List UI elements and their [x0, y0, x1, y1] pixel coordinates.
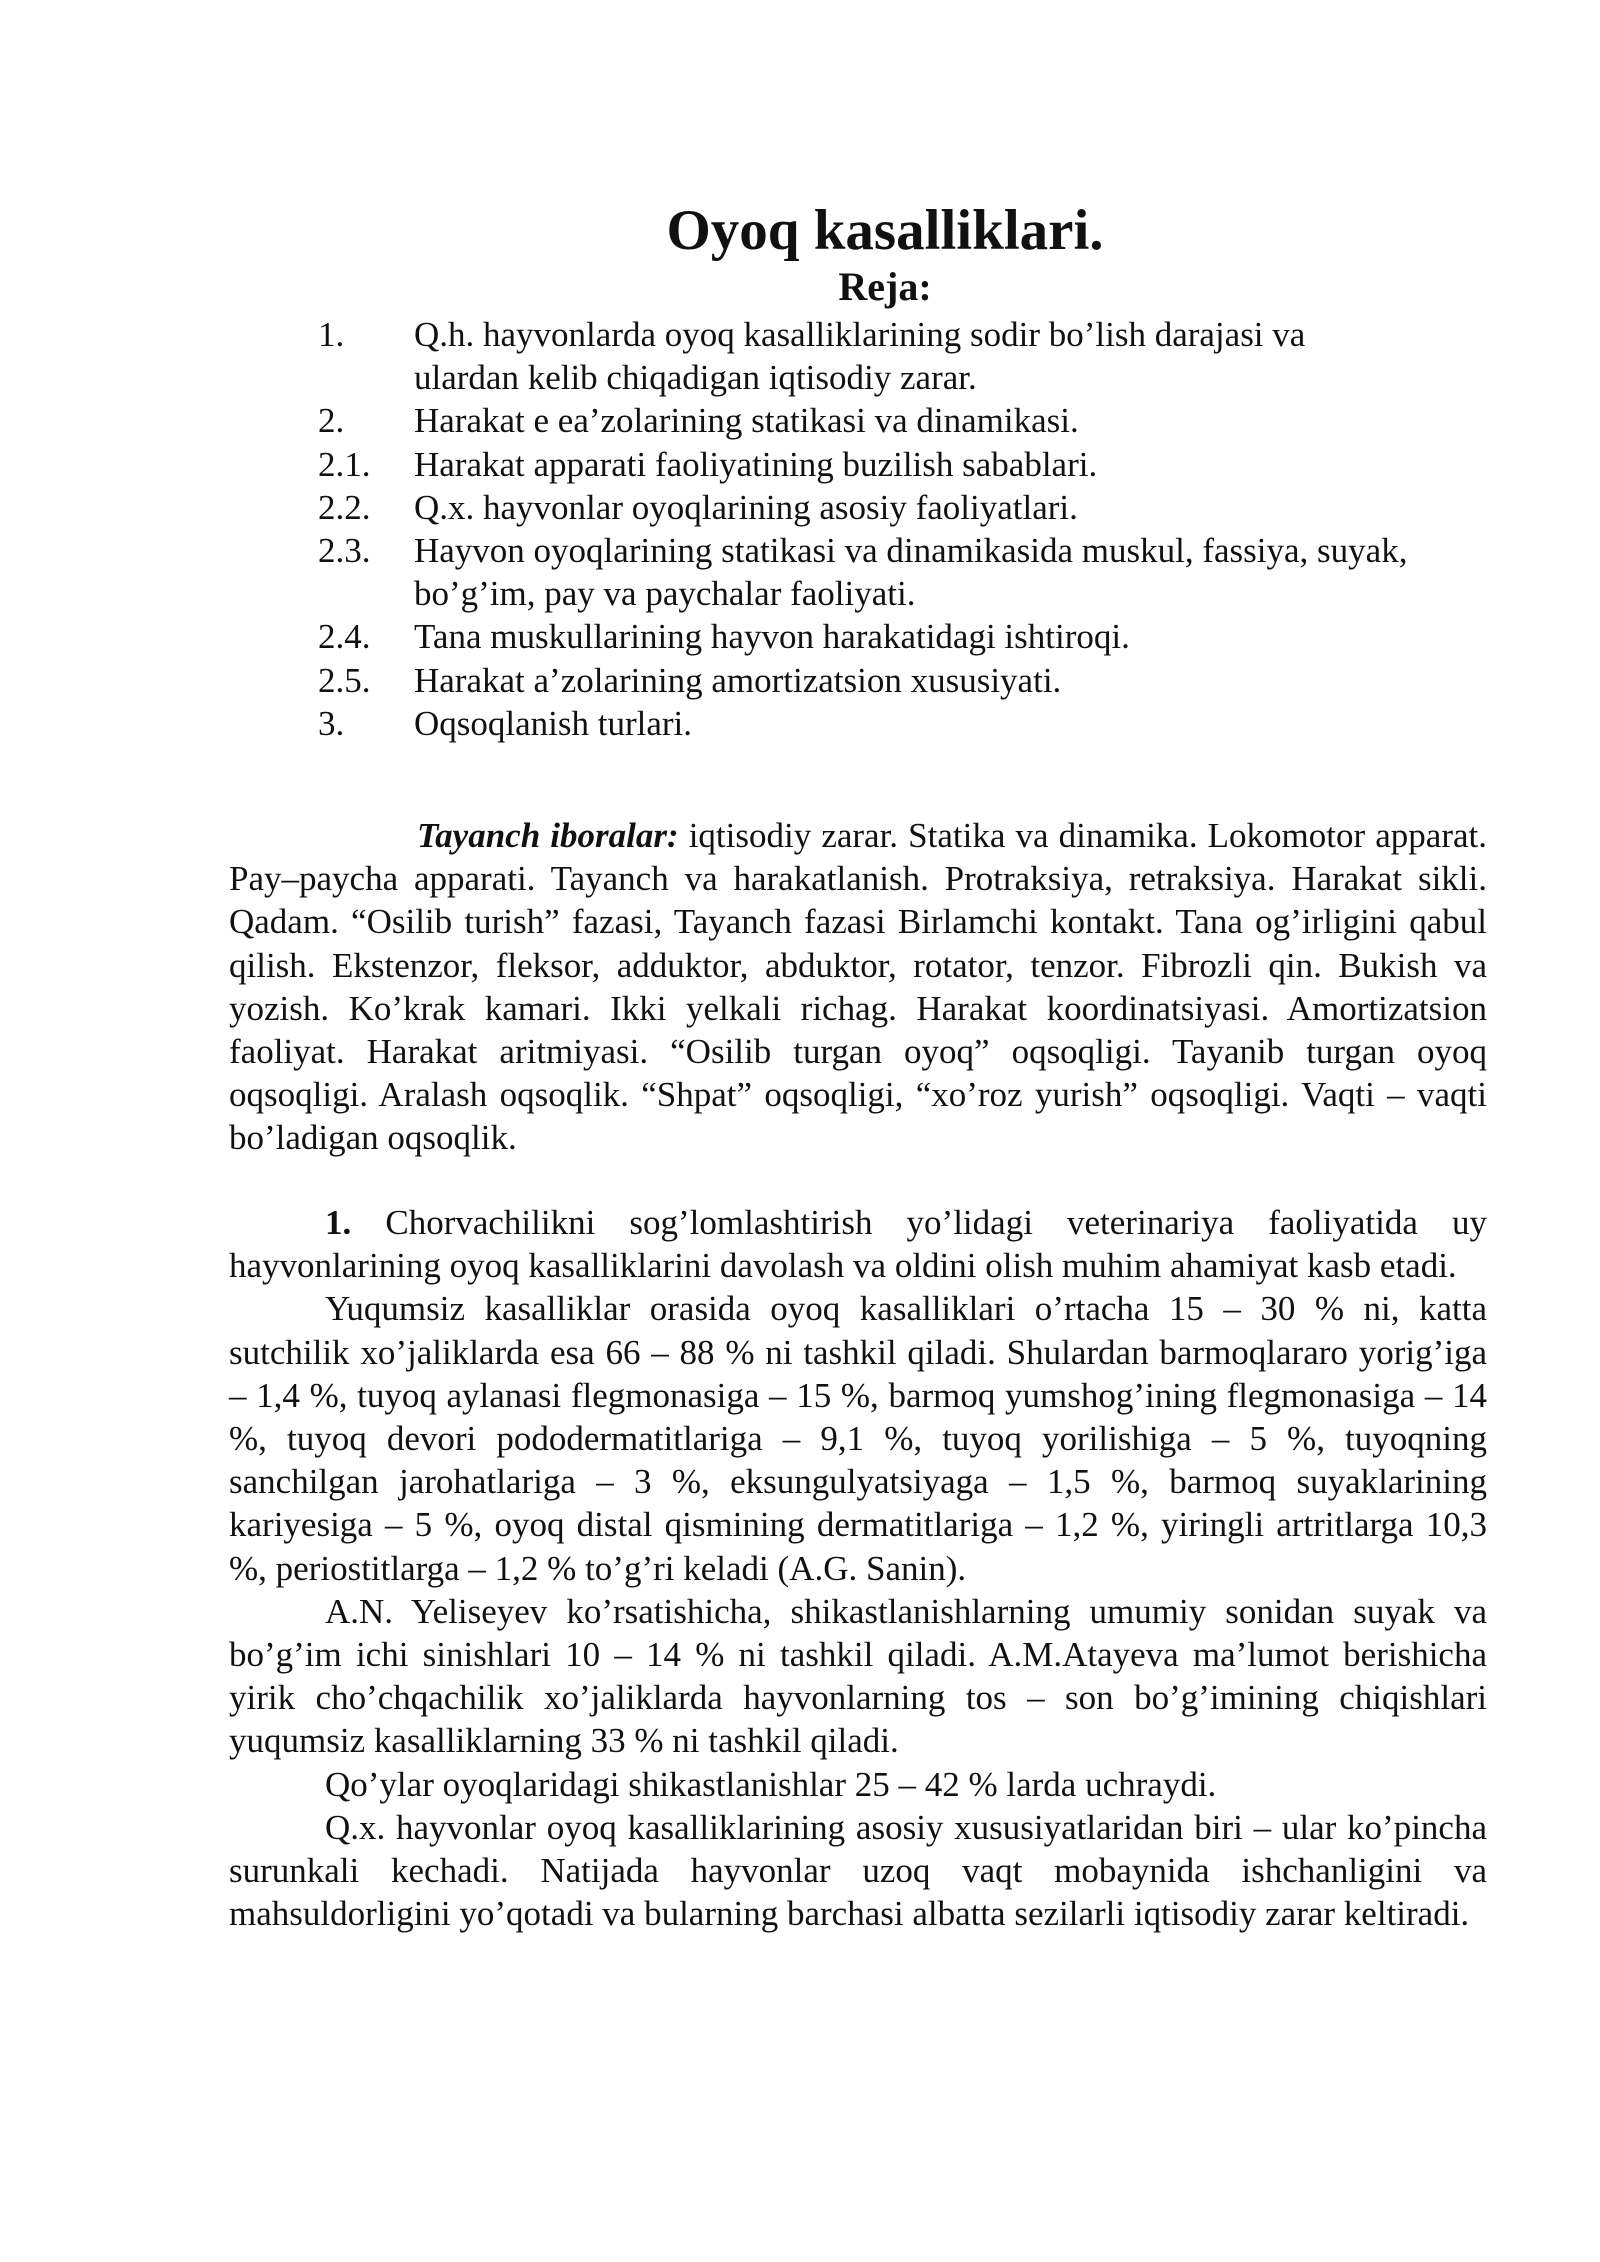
plan-item-text: Q.h. hayvonlarda oyoq kasalliklarining sodir bo’lish darajasi va ulardan kelib chiqadigan iqtisodiy zarar.	[414, 315, 1306, 398]
plan-item	[318, 313, 1418, 399]
plan-item-number: 2.5.	[318, 660, 371, 700]
plan-item	[318, 529, 1418, 615]
plan-item-number: 2.1.	[318, 444, 371, 484]
plan-item	[318, 399, 1418, 442]
keywords-label: Tayanch iboralar:	[417, 816, 679, 855]
keywords-block	[229, 814, 1487, 1160]
document-title: Oyoq kasalliklari.	[666, 199, 1104, 262]
plan-item	[318, 702, 1418, 745]
plan-item	[318, 443, 1418, 486]
section-number: 1.	[325, 1203, 352, 1242]
plan-item-text: Tana muskullarining hayvon harakatidagi ishtiroqi.	[414, 617, 1130, 657]
keywords-paragraph	[229, 814, 1487, 1160]
plan-item-number: 2.3.	[318, 531, 371, 571]
section-1-intro-paragraph	[229, 1201, 1487, 1287]
plan-item-text: Harakat apparati faoliyatining buzilish sabablari.	[414, 444, 1098, 484]
section-1	[229, 1201, 1487, 1935]
plan-item	[318, 615, 1418, 658]
plan-item-text: Harakat a’zolarining amortizatsion xususiyati.	[414, 660, 1062, 700]
plan-heading: Reja:	[838, 264, 932, 309]
body-paragraph: A.N. Yeliseyev ko’rsatishicha, shikastlanishlarning umumiy sonidan suyak va bo’g’im ichi sinishlari 10 – 14 % ni tashkil qiladi. A.M.Atayeva ma’lumot berishicha yirik cho’chqachilik xo’jaliklarda hayvonlarning tos – son bo’g’imining chiqishlari yuqumsiz kasalliklarning 33 % ni tashkil qiladi.	[229, 1591, 1487, 1761]
plan-item-text: Q.x. hayvonlar oyoqlarining asosiy faoliyatlari.	[414, 487, 1078, 527]
body-paragraph: Qo’ylar oyoqlaridagi shikastlanishlar 25 – 42 % larda uchraydi.	[325, 1764, 1217, 1804]
plan-item-number: 2.4.	[318, 617, 371, 657]
plan-item-text: Oqsoqlanish turlari.	[414, 703, 693, 743]
plan-item-number: 1.	[318, 315, 345, 354]
plan-item-text: Harakat e ea’zolarining statikasi va dinamikasi.	[414, 401, 1079, 441]
section-1-intro-text: Chorvachilikni sog’lomlashtirish yo’lidagi veterinariya faoliyatida uy hayvonlarining oyoq kasalliklarini davolash va oldini olish muhim ahamiyat kasb etadi.	[229, 1203, 1487, 1286]
plan-item-number: 2.	[318, 401, 345, 441]
plan-item	[318, 659, 1418, 702]
plan-item-number: 3.	[318, 703, 345, 743]
plan-list	[318, 313, 1418, 745]
keywords-text: iqtisodiy zarar. Statika va dinamika. Lokomotor apparat. Pay–paycha apparati. Tayanch va harakatlanish. Protraksiya, retraksiya. Harakat sikli. Qadam. “Osilib turish” fazasi, Tayanch fazasi Birlamchi kontakt. Tana og’irligini qabul qilish. Ekstenzor, fleksor, adduktor, abduktor, rotator, tenzor. Fibrozli qin. Bukish va yozish. Ko’krak kamari. Ikki yelkali richag. Harakat koordinatsiyasi. Amortizatsion faoliyat. Harakat aritmiyasi. “Osilib turgan oyoq” oqsoqligi. Tayanib turgan oyoq oqsoqligi. Aralash oqsoqlik. “Shpat” oqsoqligi, “xo’roz yurish” oqsoqligi. Vaqti – vaqti bo’ladigan oqsoqlik.	[229, 816, 1487, 1158]
body-paragraph: Q.x. hayvonlar oyoq kasalliklarining asosiy xususiyatlaridan biri – ular ko’pincha surunkali kechadi. Natijada hayvonlar uzoq vaqt mobaynida ishchanligini va mahsuldorligini yo’qotadi va bularning barchasi albatta sezilarli iqtisodiy zarar keltiradi.	[229, 1807, 1487, 1934]
plan-item-number: 2.2.	[318, 487, 371, 527]
plan-item-text: Hayvon oyoqlarining statikasi va dinamikasida muskul, fassiya, suyak, bo’g’im, pay va paychalar faoliyati.	[414, 531, 1408, 614]
plan-item	[318, 486, 1418, 529]
body-paragraph: Yuqumsiz kasalliklar orasida oyoq kasalliklari o’rtacha 15 – 30 % ni, katta sutchilik xo’jaliklarda esa 66 – 88 % ni tashkil qiladi. Shulardan barmoqlararo yorig’iga – 1,4 %, tuyoq aylanasi flegmonasiga – 15 %, barmoq yumshog’ining flegmonasiga – 14 %, tuyoq devori pododermatitlariga – 9,1 %, tuyoq yorilishiga – 5 %, tuyoqning sanchilgan jarohatlariga – 3 %, eksungulyatsiyaga – 1,5 %, barmoq suyaklarining kariyesiga – 5 %, oyoq distal qismining dermatitlariga – 1,2 %, yiringli artritlarga 10,3 %, periostitlarga – 1,2 % to’g’ri keladi (A.G. Sanin).	[229, 1289, 1487, 1588]
